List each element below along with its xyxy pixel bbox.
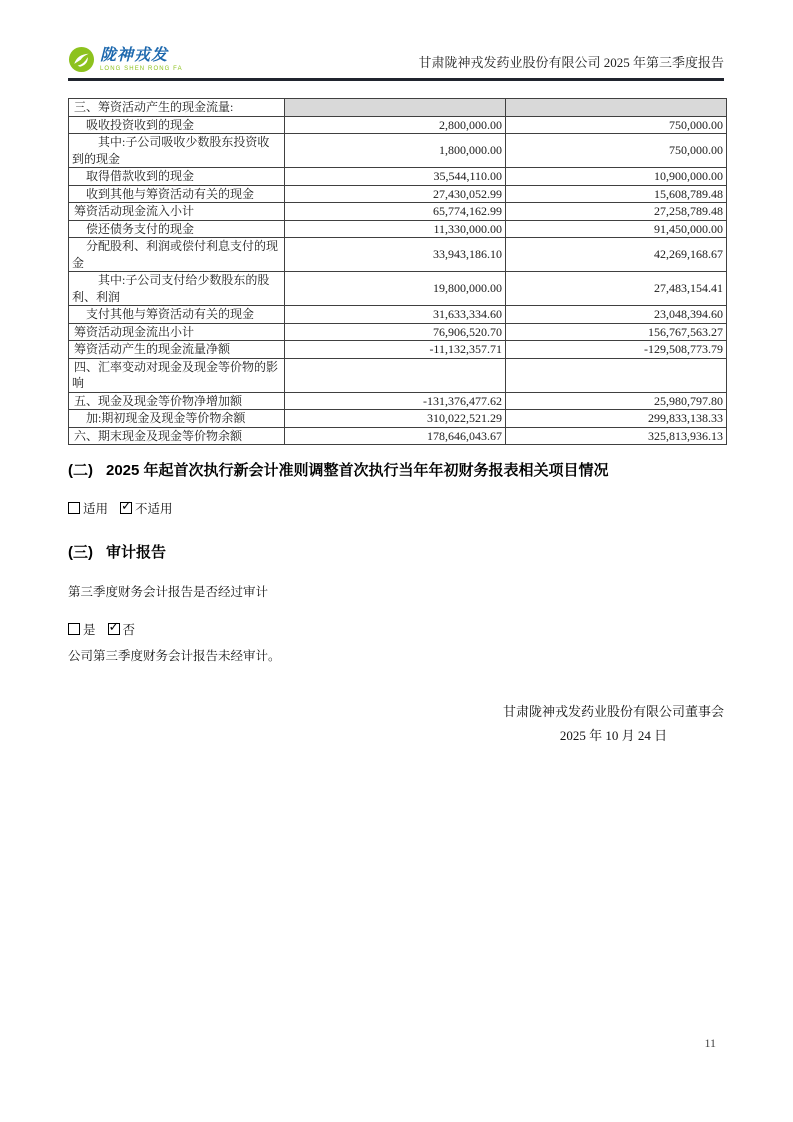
table-row xyxy=(69,323,727,341)
row-label: 收到其他与筹资活动有关的现金 xyxy=(69,185,285,203)
table-row xyxy=(69,341,727,359)
row-label: 五、现金及现金等价物净增加额 xyxy=(69,392,285,410)
row-value-prior: 42,269,168.67 xyxy=(506,238,727,272)
signature-block xyxy=(503,700,724,748)
row-value-prior xyxy=(506,99,727,117)
row-value-current: 27,430,052.99 xyxy=(285,185,506,203)
signature-company: 甘肃陇神戎发药业股份有限公司董事会 xyxy=(502,704,724,719)
row-value-current: 1,800,000.00 xyxy=(285,134,506,168)
row-value-prior: 750,000.00 xyxy=(506,134,727,168)
page-number: 11 xyxy=(704,1036,716,1050)
checkbox-label: 是 xyxy=(83,623,96,637)
row-label: 筹资活动产生的现金流量净额 xyxy=(69,341,285,359)
section-heading-audit-report xyxy=(68,543,724,563)
row-value-current: 31,633,334.60 xyxy=(285,306,506,324)
table-row xyxy=(69,306,727,324)
row-value-current: 11,330,000.00 xyxy=(285,220,506,238)
row-label: 四、汇率变动对现金及现金等价物的影响 xyxy=(69,358,285,392)
checkbox-label: 否 xyxy=(122,623,136,637)
checkbox-checked-icon xyxy=(120,502,132,514)
audit-statement: 公司第三季度财务会计报告未经审计。 xyxy=(68,649,281,663)
report-header-title: 甘肃陇神戎发药业股份有限公司 2025 年第三季度报告 xyxy=(418,55,724,70)
table-row xyxy=(69,203,727,221)
row-value-current: 76,906,520.70 xyxy=(285,323,506,341)
row-value-prior: 27,258,789.48 xyxy=(506,203,727,221)
signature-date: 2025 年 10 月 24 日 xyxy=(559,728,668,743)
row-label: 支付其他与筹资活动有关的现金 xyxy=(69,306,285,324)
row-value-current: 65,774,162.99 xyxy=(285,203,506,221)
table-row xyxy=(69,168,727,186)
checkbox-option xyxy=(120,502,173,516)
section-number: (三) xyxy=(68,544,93,561)
section-title: 审计报告 xyxy=(106,544,167,561)
row-value-current xyxy=(285,99,506,117)
logo-text xyxy=(100,48,183,72)
row-value-current: 2,800,000.00 xyxy=(285,116,506,134)
row-value-prior: 15,608,789.48 xyxy=(506,185,727,203)
cash-flow-table xyxy=(68,98,727,445)
checkbox-option xyxy=(68,623,96,637)
row-value-prior: 325,813,936.13 xyxy=(506,427,727,445)
row-label: 吸收投资收到的现金 xyxy=(69,116,285,134)
row-label: 六、期末现金及现金等价物余额 xyxy=(69,427,285,445)
row-value-prior: 299,833,138.33 xyxy=(506,410,727,428)
row-label: 分配股利、利润或偿付利息支付的现金 xyxy=(69,238,285,272)
table-row xyxy=(69,392,727,410)
signature-area xyxy=(68,700,724,748)
row-value-current: 35,544,110.00 xyxy=(285,168,506,186)
row-value-prior: 27,483,154.41 xyxy=(506,272,727,306)
row-value-prior: -129,508,773.79 xyxy=(506,341,727,359)
section-title: 2025 年起首次执行新会计准则调整首次执行当年年初财务报表相关项目情况 xyxy=(106,462,609,479)
logo-text-cn: 陇神戎发 xyxy=(100,46,169,64)
logo-text-en: LONG SHEN RONG FA xyxy=(100,65,183,72)
row-value-prior: 25,980,797.80 xyxy=(506,392,727,410)
table-row xyxy=(69,272,727,306)
row-value-prior: 10,900,000.00 xyxy=(506,168,727,186)
table-row xyxy=(69,99,727,117)
row-value-prior: 750,000.00 xyxy=(506,116,727,134)
row-label: 偿还债务支付的现金 xyxy=(69,220,285,238)
company-logo xyxy=(68,46,183,73)
row-value-current: 178,646,043.67 xyxy=(285,427,506,445)
table-row xyxy=(69,238,727,272)
table-row xyxy=(69,185,727,203)
checkbox-option xyxy=(68,502,108,516)
table-row xyxy=(69,116,727,134)
table-row xyxy=(69,220,727,238)
row-label: 加:期初现金及现金等价物余额 xyxy=(69,410,285,428)
row-value-current: 310,022,521.29 xyxy=(285,410,506,428)
row-value-prior xyxy=(506,358,727,392)
table-row xyxy=(69,410,727,428)
checkbox-checked-icon xyxy=(108,623,120,635)
cash-flow-table-body xyxy=(69,99,727,445)
row-label: 其中:子公司吸收少数股东投资收到的现金 xyxy=(69,134,285,168)
checkbox-label: 不适用 xyxy=(135,502,173,516)
checkbox-label: 适用 xyxy=(83,502,109,516)
logo-mark-icon xyxy=(68,46,95,73)
row-value-current: -131,376,477.62 xyxy=(285,392,506,410)
row-value-prior: 156,767,563.27 xyxy=(506,323,727,341)
row-label: 筹资活动现金流出小计 xyxy=(69,323,285,341)
row-label: 取得借款收到的现金 xyxy=(69,168,285,186)
checkbox-unchecked-icon xyxy=(68,502,80,514)
row-value-prior: 91,450,000.00 xyxy=(506,220,727,238)
checkbox-unchecked-icon xyxy=(68,623,80,635)
row-value-current: 33,943,186.10 xyxy=(285,238,506,272)
section-heading-new-standards xyxy=(68,461,724,481)
table-row xyxy=(69,358,727,392)
table-row xyxy=(69,134,727,168)
row-value-prior: 23,048,394.60 xyxy=(506,306,727,324)
audit-checkboxes xyxy=(68,622,724,638)
page-header xyxy=(68,45,724,81)
row-value-current: 19,800,000.00 xyxy=(285,272,506,306)
row-label: 其中:子公司支付给少数股东的股利、利润 xyxy=(69,272,285,306)
row-label: 三、筹资活动产生的现金流量: xyxy=(69,99,285,117)
row-value-current xyxy=(285,358,506,392)
row-value-current: -11,132,357.71 xyxy=(285,341,506,359)
checkbox-option xyxy=(108,623,136,637)
table-row xyxy=(69,427,727,445)
section-number: (二) xyxy=(68,462,93,479)
applicability-checkboxes xyxy=(68,501,724,517)
audit-question: 第三季度财务会计报告是否经过审计 xyxy=(68,585,269,599)
row-label: 筹资活动现金流入小计 xyxy=(69,203,285,221)
